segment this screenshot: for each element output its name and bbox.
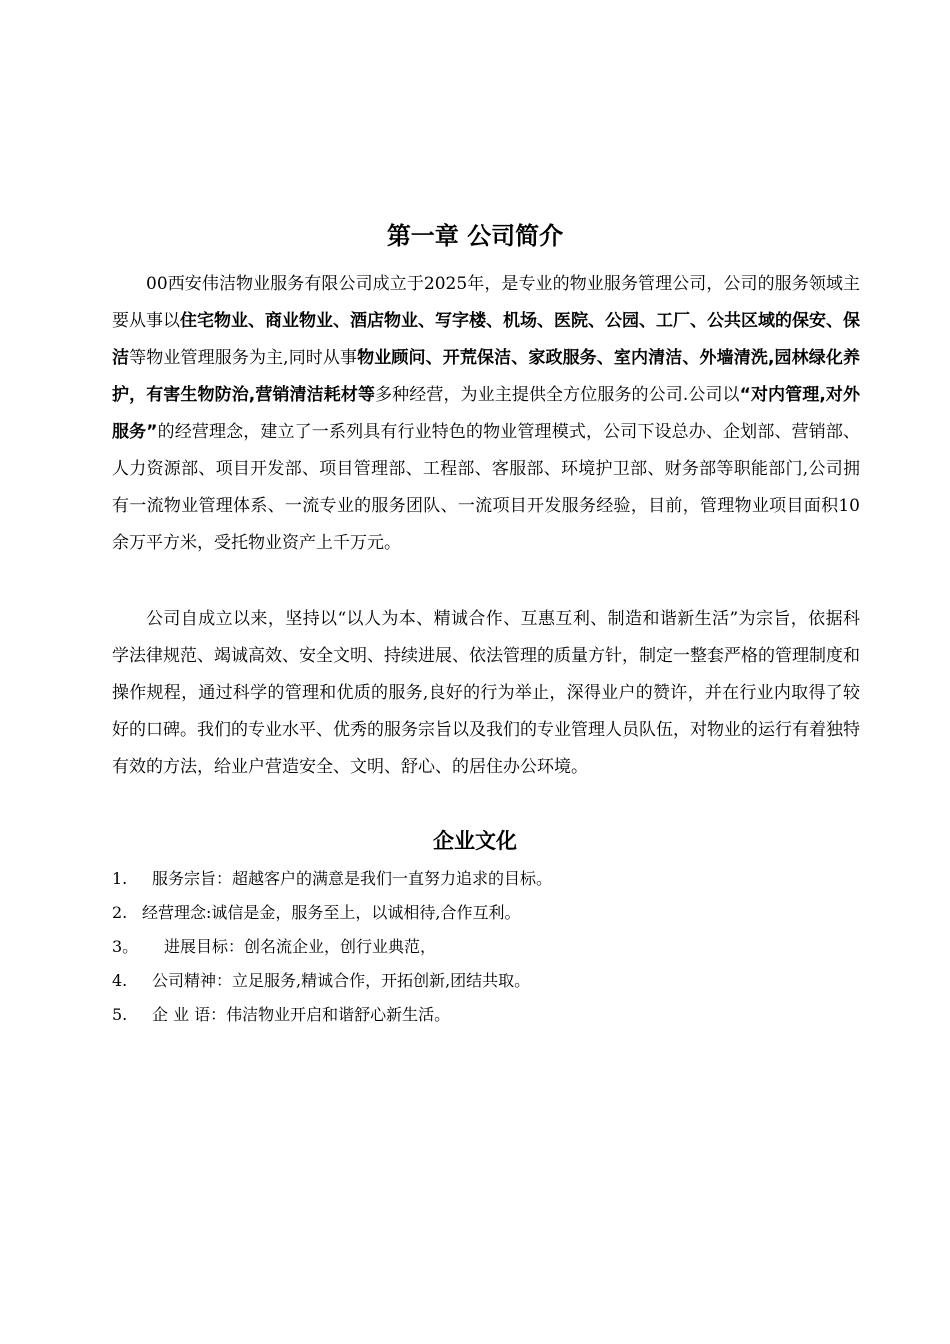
culture-list — [112, 862, 860, 1032]
culture-item-number: 3。 — [112, 937, 139, 956]
culture-item — [112, 998, 860, 1032]
culture-section-title: 企业文化 — [433, 829, 517, 853]
intro-bold-philosophy: “对内管理,对外服务” — [112, 385, 861, 442]
culture-item-number: 5. — [112, 1005, 128, 1024]
intro-bold-business-scope: 物业顾问、开荒保洁、家政服务、室内清洁、外墙清洗,园林绿化养护，有害生物防治,营销清洁耗材等 — [112, 348, 861, 405]
culture-item-number: 2. — [112, 903, 128, 922]
intro-text-1: 00西安伟洁物业服务有限公司成立于2025年，是专业的物业服务管理公司，公司的服务领域主要从事以 — [112, 274, 860, 331]
culture-item-text: 经营理念:诚信是金，服务至上，以诚相待,合作互利。 — [142, 903, 521, 922]
company-intro-paragraph — [112, 266, 860, 562]
culture-item-text: 企 业 语：伟洁物业开启和谐舒心新生活。 — [152, 1005, 451, 1024]
culture-item-text: 公司精神：立足服务,精诚合作，开拓创新,团结共取。 — [152, 971, 531, 990]
intro-text-2: 等物业管理服务为主,同时从事 — [129, 348, 358, 368]
intro-text-4: 的经营理念，建立了一系列具有行业特色的物业管理模式，公司下设总办、企划部、营销部、人力资源部、项目开发部、项目管理部、工程部、客服部、环境护卫部、财务部等职能部门,公司拥有一流物业管理体系、一流专业的服务团队、一流项目开发服务经验，目前，管理物业项目面积10余万平方米，受托物业资产上千万元。 — [112, 422, 860, 553]
company-mission-paragraph: 公司自成立以来，坚持以“以人为本、精诚合作、互惠互利、制造和谐新生活”为宗旨，依据科学法律规范、竭诚高效、安全文明、持续进展、依法管理的质量方针，制定一整套严格的管理制度和操作规程，通过科学的管理和优质的服务,良好的行为举止，深得业户的赞许，并在行业内取得了较好的口碑。我们的专业水平、优秀的服务宗旨以及我们的专业管理人员队伍，对物业的运行有着独特有效的方法，给业户营造安全、文明、舒心、的居住办公环境。 — [112, 609, 860, 777]
intro-bold-service-areas: 住宅物业、商业物业、酒店物业、写字楼、机场、医院、公园、工厂、公共区域的保安、保洁 — [112, 311, 860, 368]
chapter-title: 第一章 公司简介 — [386, 222, 564, 250]
culture-item-number: 4. — [112, 971, 128, 990]
culture-item-text: 进展目标：创名流企业，创行业典范， — [164, 937, 437, 956]
culture-item — [112, 896, 860, 930]
intro-text-3: 多种经营，为业主提供全方位服务的公司.公司以 — [375, 385, 740, 405]
culture-item — [112, 930, 860, 964]
culture-item — [112, 862, 860, 896]
culture-item-text: 服务宗旨：超越客户的满意是我们一直努力追求的目标。 — [152, 869, 553, 888]
culture-item-number: 1. — [112, 869, 128, 888]
culture-item — [112, 964, 860, 998]
